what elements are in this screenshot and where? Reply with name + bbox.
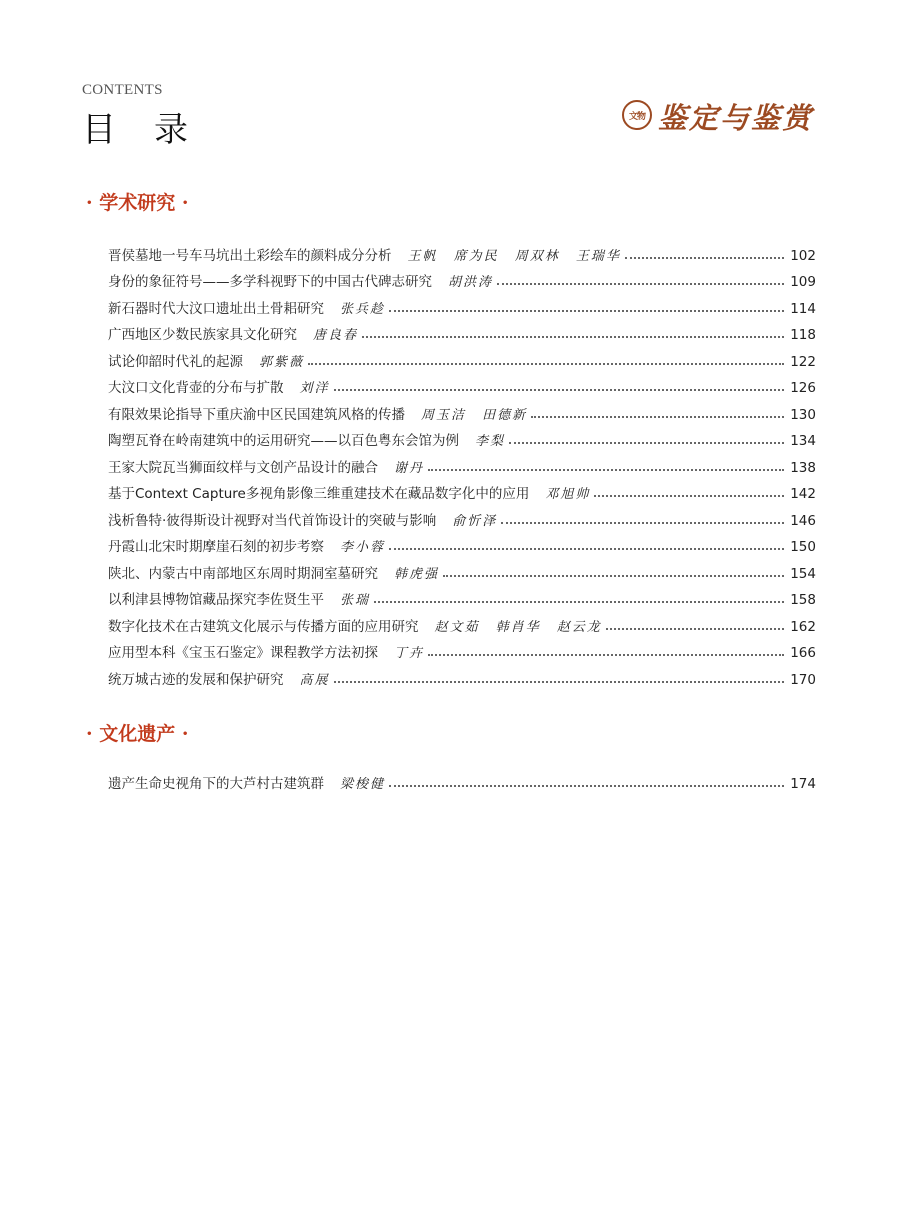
dot-leader — [531, 416, 784, 418]
entry-authors: 胡洪涛 — [448, 275, 494, 290]
toc-entry[interactable] — [108, 449, 816, 476]
toc-entry[interactable] — [108, 635, 816, 662]
dot-leader — [389, 548, 784, 550]
entry-page-number: 154 — [790, 565, 816, 582]
entry-title: 基于Context Capture多视角影像三维重建技术在藏品数字化中的应用 — [108, 486, 530, 502]
entry-page-number: 170 — [790, 671, 816, 688]
entry-page-number: 138 — [790, 459, 816, 476]
toc-entry[interactable] — [108, 396, 816, 423]
entry-authors: 唐良春 — [313, 328, 359, 343]
dot-leader — [389, 310, 784, 312]
dot-leader — [334, 681, 784, 683]
entry-authors: 周玉洁 田德新 — [421, 407, 528, 423]
entry-title: 身份的象征符号——多学科视野下的中国古代碑志研究 — [108, 274, 432, 290]
entry-page-number: 102 — [790, 247, 816, 264]
toc-entry[interactable] — [108, 423, 816, 450]
entry-title: 应用型本科《宝玉石鉴定》课程教学方法初探 — [108, 645, 378, 661]
entry-page-number: 130 — [790, 406, 816, 423]
toc-entry[interactable] — [108, 529, 816, 556]
dot-leader — [625, 257, 784, 259]
toc-entry[interactable] — [108, 343, 816, 370]
entry-page-number: 158 — [790, 592, 816, 608]
dot-leader — [362, 336, 784, 338]
entry-title: 以利津县博物馆藏品探究李佐贤生平 — [108, 592, 324, 608]
entry-authors: 张瑞 — [340, 593, 371, 608]
dot-leader — [443, 575, 784, 577]
entry-authors: 谢丹 — [394, 460, 425, 476]
entry-authors: 高展 — [299, 672, 330, 688]
section-title-heritage: · 文化遗产 · — [86, 723, 189, 745]
entry-title: 陶塑瓦脊在岭南建筑中的运用研究——以百色粤东会馆为例 — [108, 433, 459, 449]
toc-entry[interactable] — [108, 370, 816, 397]
toc-entry[interactable] — [108, 237, 816, 264]
toc-entry[interactable] — [108, 290, 816, 317]
dot-leader — [389, 785, 784, 787]
entry-page-number: 118 — [790, 327, 816, 343]
entry-title: 统万城古迹的发展和保护研究 — [108, 671, 284, 688]
dot-leader — [308, 363, 784, 365]
logo-text: 鉴定与鉴赏 — [658, 101, 814, 135]
entry-page-number: 142 — [790, 486, 816, 502]
dot-leader — [428, 654, 784, 656]
entry-authors: 王帆 席为民 周双林 王瑞华 — [407, 248, 621, 264]
dot-leader — [606, 628, 784, 630]
entry-title: 广西地区少数民族家具文化研究 — [108, 327, 297, 343]
toc-entry[interactable] — [108, 608, 816, 635]
dot-leader — [497, 283, 784, 285]
entry-authors: 梁梭健 — [340, 776, 386, 792]
toc-entry[interactable] — [108, 502, 816, 529]
entry-title: 王家大院瓦当狮面纹样与文创产品设计的融合 — [108, 459, 378, 476]
logo-seal-icon: 文物 — [622, 100, 652, 130]
journal-logo — [622, 96, 822, 136]
entry-page-number: 174 — [790, 775, 816, 792]
toc-entry[interactable] — [108, 476, 816, 503]
entry-authors: 俞忻泽 — [452, 513, 498, 529]
entry-page-number: 150 — [790, 539, 816, 555]
dot-leader — [509, 442, 784, 444]
entry-title: 丹霞山北宋时期摩崖石刻的初步考察 — [108, 539, 324, 555]
entry-title: 晋侯墓地一号车马坑出土彩绘车的颜料成分分析 — [108, 247, 392, 264]
entry-page-number: 166 — [790, 645, 816, 661]
entry-page-number: 109 — [790, 274, 816, 290]
entry-authors: 李小蓉 — [340, 540, 386, 555]
entry-title: 遗产生命史视角下的大芦村古建筑群 — [108, 775, 324, 792]
entry-title: 数字化技术在古建筑文化展示与传播方面的应用研究 — [108, 618, 419, 635]
entry-page-number: 126 — [790, 380, 816, 396]
toc-list-academic — [108, 237, 816, 688]
toc-entry[interactable] — [108, 317, 816, 344]
toc-entry[interactable] — [108, 765, 816, 792]
entry-title: 浅析鲁特·彼得斯设计视野对当代首饰设计的突破与影响 — [108, 512, 437, 529]
dot-leader — [374, 601, 784, 603]
entry-page-number: 146 — [790, 512, 816, 529]
toc-list-heritage — [108, 765, 816, 792]
entry-authors: 赵文茹 韩肖华 赵云龙 — [434, 619, 602, 635]
entry-title: 试论仰韶时代礼的起源 — [108, 353, 243, 370]
section-title-academic: · 学术研究 · — [86, 192, 189, 214]
entry-authors: 李梨 — [475, 434, 506, 449]
entry-page-number: 134 — [790, 433, 816, 449]
entry-page-number: 114 — [790, 300, 816, 317]
entry-title: 有限效果论指导下重庆渝中区民国建筑风格的传播 — [108, 406, 405, 423]
dot-leader — [334, 389, 784, 391]
toc-entry[interactable] — [108, 264, 816, 291]
entry-authors: 丁卉 — [394, 646, 425, 661]
entry-title: 陕北、内蒙古中南部地区东周时期洞室墓研究 — [108, 565, 378, 582]
entry-authors: 郭紫薇 — [259, 354, 305, 370]
toc-entry[interactable] — [108, 661, 816, 688]
entry-page-number: 122 — [790, 353, 816, 370]
entry-authors: 韩虎强 — [394, 566, 440, 582]
entry-authors: 邓旭帅 — [545, 487, 591, 502]
entry-title: 大汶口文化背壶的分布与扩散 — [108, 380, 284, 396]
dot-leader — [501, 522, 784, 524]
page-header — [82, 82, 822, 152]
contents-label-en: CONTENTS — [82, 82, 163, 98]
toc-entry[interactable] — [108, 555, 816, 582]
dot-leader — [594, 495, 784, 497]
entry-page-number: 162 — [790, 618, 816, 635]
entry-authors: 张兵趁 — [340, 301, 386, 317]
dot-leader — [428, 469, 784, 471]
toc-entry[interactable] — [108, 582, 816, 609]
contents-label-cn: 目录 — [82, 110, 226, 150]
entry-authors: 刘洋 — [299, 381, 330, 396]
entry-title: 新石器时代大汶口遗址出土骨耜研究 — [108, 300, 324, 317]
